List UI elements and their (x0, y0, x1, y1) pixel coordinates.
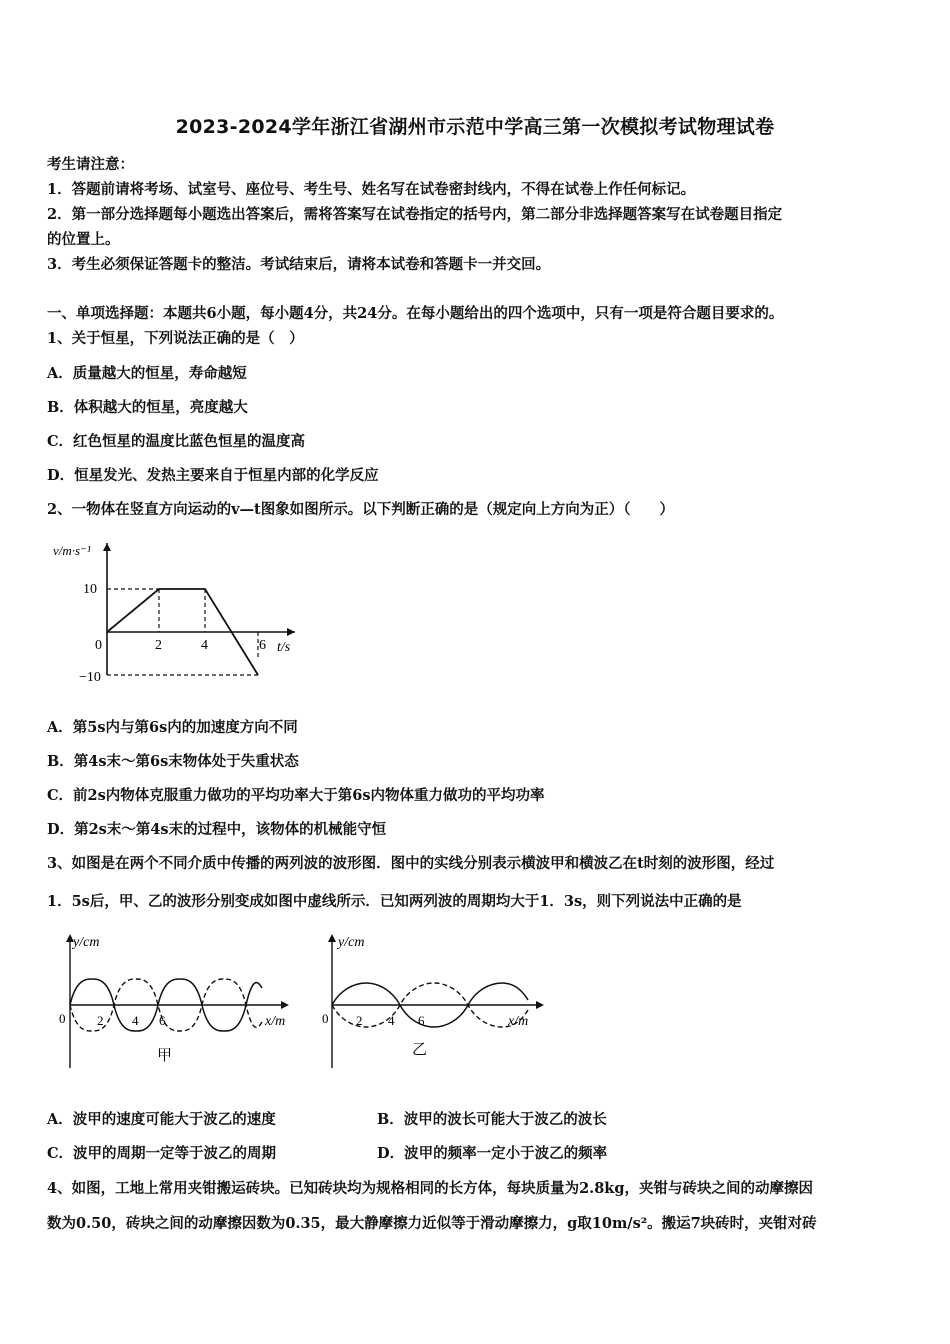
q3-option-a: A．波甲的速度可能大于波乙的速度 (47, 1111, 276, 1128)
tick-0: 0 (95, 638, 102, 653)
svg-text:4: 4 (132, 1013, 139, 1028)
t-axis-label: t/s (277, 640, 291, 655)
svg-text:2: 2 (97, 1013, 104, 1028)
exam-title: 2023-2024学年浙江省湖州市示范中学高三第一次模拟考试物理试卷 (175, 116, 775, 138)
label-jia: 甲 (157, 1048, 173, 1064)
section-heading: 一、单项选择题：本题共6小题，每小题4分，共24分。在每小题给出的四个选项中，只有一项是符合题目要求的。 (47, 305, 784, 322)
q1-option-d: D．恒星发光、发热主要来自于恒星内部的化学反应 (47, 467, 379, 484)
notice-item: 1．答题前请将考场、试室号、座位号、考生号、姓名写在试卷密封线内，不得在试卷上作任何标记。 (47, 181, 696, 198)
tick-2: 2 (155, 638, 162, 653)
q1-option-c: C．红色恒星的温度比蓝色恒星的温度高 (47, 433, 306, 450)
svg-text:6: 6 (159, 1013, 166, 1028)
q3-stem-line2: 1．5s后，甲、乙的波形分别变成如图中虚线所示．已知两列波的周期均大于1．3s，则下列说法中正确的是 (47, 893, 742, 910)
wave-graph-yi (318, 928, 558, 1078)
notice-item: 的位置上。 (47, 231, 120, 248)
svg-text:x/m: x/m (265, 1014, 286, 1029)
notice-heading: 考生请注意： (47, 156, 134, 173)
tick-6: 6 (259, 638, 266, 653)
tick-neg10: −10 (79, 670, 101, 685)
svg-text:4: 4 (388, 1013, 395, 1028)
q3-option-b: B．波甲的波长可能大于波乙的波长 (377, 1111, 607, 1128)
wave-graph-jia (55, 928, 305, 1078)
svg-text:y/cm: y/cm (338, 935, 365, 950)
svg-text:2: 2 (356, 1013, 363, 1028)
notice-item: 2．第一部分选择题每小题选出答案后，需将答案写在试卷指定的括号内，第二部分非选择题答案写在试卷题目指定 (47, 206, 783, 223)
q2-option-d: D．第2s末～第4s末的过程中，该物体的机械能守恒 (47, 821, 387, 838)
notice-item: 3．考生必须保证答题卡的整洁。考试结束后，请将本试卷和答题卡一并交回。 (47, 256, 551, 273)
q4-stem-line1: 4、如图，工地上常用夹钳搬运砖块。已知砖块均为规格相同的长方体，每块质量为2.8kg，夹钳与砖块之间的动摩擦因 (47, 1180, 813, 1197)
q2-option-b: B．第4s末～第6s末物体处于失重状态 (47, 753, 299, 770)
svg-text:y/cm: y/cm (73, 935, 100, 950)
q4-stem-line2: 数为0.50，砖块之间的动摩擦因数为0.35，最大静摩擦力近似等于滑动摩擦力，g取10m/s²。搬运7块砖时，夹钳对砖 (47, 1215, 817, 1232)
q2-stem: 2、一物体在竖直方向运动的v—t图象如图所示。以下判断正确的是（规定向上方向为正）（ ） (47, 501, 674, 518)
tick-4: 4 (201, 638, 208, 653)
q1-option-b: B．体积越大的恒星，亮度越大 (47, 399, 248, 416)
svg-text:6: 6 (418, 1013, 425, 1028)
q2-option-a: A．第5s内与第6s内的加速度方向不同 (47, 719, 298, 736)
svg-text:0: 0 (59, 1011, 66, 1026)
vt-graph (45, 535, 305, 695)
q1-option-a: A．质量越大的恒星，寿命越短 (47, 365, 247, 382)
label-yi: 乙 (412, 1042, 428, 1058)
svg-text:0: 0 (322, 1011, 329, 1026)
v-axis-label: v/m·s⁻¹ (53, 543, 91, 558)
q2-option-c: C．前2s内物体克服重力做功的平均功率大于第6s内物体重力做功的平均功率 (47, 787, 545, 804)
tick-10: 10 (83, 582, 97, 597)
q1-stem: 1、关于恒星，下列说法正确的是（ ） (47, 330, 304, 347)
q3-option-d: D．波甲的频率一定小于波乙的频率 (377, 1145, 608, 1162)
svg-text:x/m: x/m (508, 1014, 529, 1029)
q3-stem-line1: 3、如图是在两个不同介质中传播的两列波的波形图．图中的实线分别表示横波甲和横波乙在t时刻的波形图，经过 (47, 855, 775, 872)
q3-option-c: C．波甲的周期一定等于波乙的周期 (47, 1145, 277, 1162)
